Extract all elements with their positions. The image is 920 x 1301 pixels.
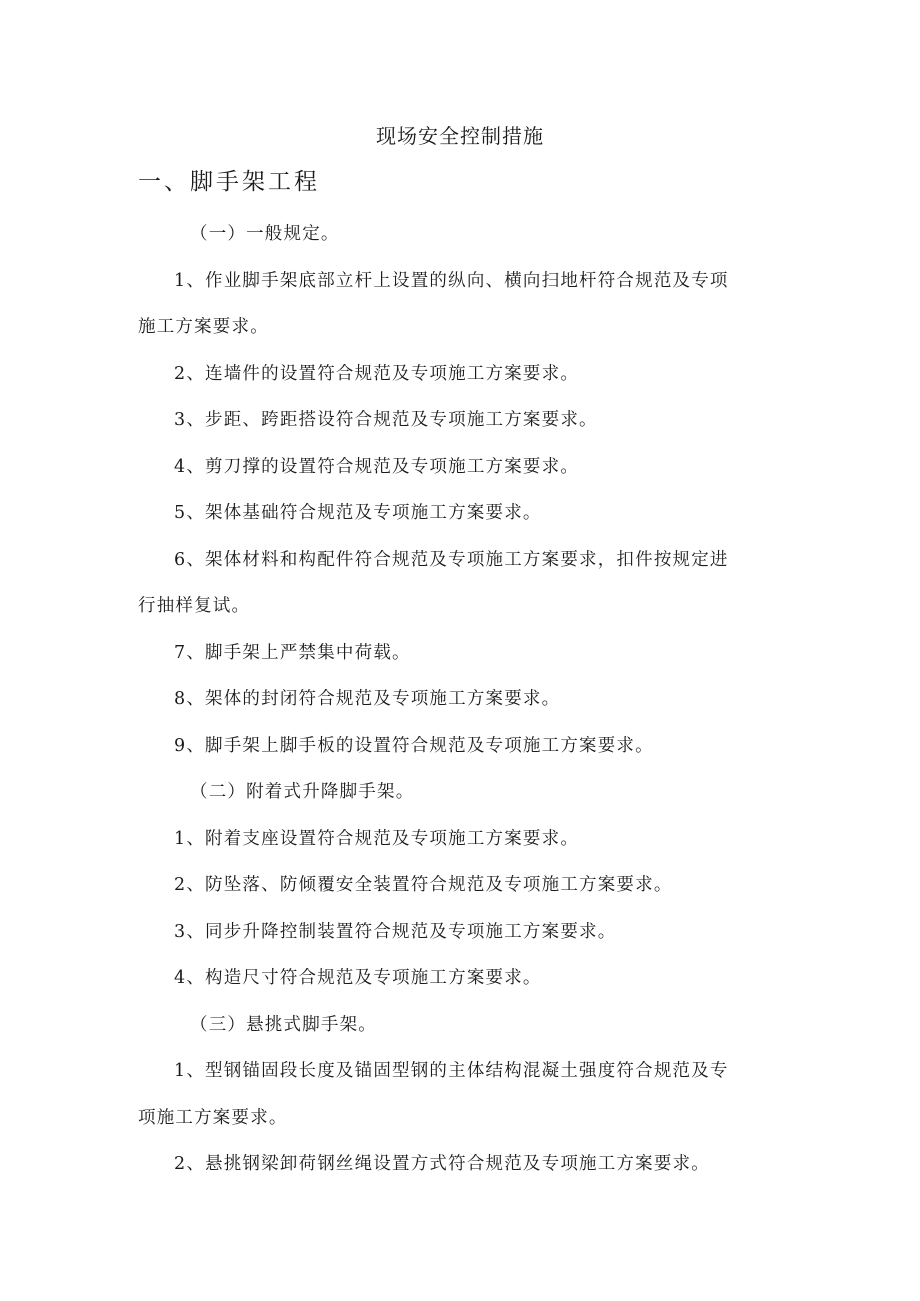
- paragraph-line: 4、剪刀撑的设置符合规范及专项施工方案要求。: [174, 456, 580, 477]
- section-heading: 一、脚手架工程: [138, 169, 320, 195]
- paragraph-line: 1、作业脚手架底部立杆上设置的纵向、横向扫地杆符合规范及专项: [174, 270, 729, 291]
- paragraph-line: 9、脚手架上脚手板的设置符合规范及专项施工方案要求。: [174, 735, 654, 756]
- paragraph-line: 3、同步升降控制装置符合规范及专项施工方案要求。: [174, 921, 617, 942]
- paragraph-line: 2、连墙件的设置符合规范及专项施工方案要求。: [174, 363, 580, 384]
- paragraph-line: 5、架体基础符合规范及专项施工方案要求。: [174, 503, 542, 523]
- subsection-heading: （一）一般规定。: [190, 224, 340, 244]
- paragraph-continuation: 项施工方案要求。: [138, 1107, 288, 1128]
- paragraph-line: 1、附着支座设置符合规范及专项施工方案要求。: [174, 828, 580, 849]
- paragraph-continuation: 施工方案要求。: [138, 317, 269, 337]
- paragraph-line: 1、型钢锚固段长度及锚固型钢的主体结构混凝土强度符合规范及专: [174, 1061, 729, 1081]
- subsection-heading: （二）附着式升降脚手架。: [190, 782, 415, 802]
- paragraph-line: 7、脚手架上严禁集中荷载。: [174, 642, 411, 663]
- paragraph-line: 6、架体材料和构配件符合规范及专项施工方案要求，扣件按规定进: [174, 549, 729, 570]
- subsection-heading: （三）悬挑式脚手架。: [190, 1014, 377, 1035]
- paragraph-line: 3、步距、跨距搭设符合规范及专项施工方案要求。: [174, 410, 598, 430]
- document-title: 现场安全控制措施: [376, 124, 544, 148]
- paragraph-line: 2、悬挑钢梁卸荷钢丝绳设置方式符合规范及专项施工方案要求。: [174, 1154, 710, 1174]
- document-body: [138, 211, 788, 1188]
- paragraph-line: 4、构造尺寸符合规范及专项施工方案要求。: [174, 968, 542, 988]
- paragraph-line: 8、架体的封闭符合规范及专项施工方案要求。: [174, 689, 561, 709]
- paragraph-continuation: 行抽样复试。: [138, 596, 251, 616]
- paragraph-line: 2、防坠落、防倾覆安全装置符合规范及专项施工方案要求。: [174, 875, 673, 895]
